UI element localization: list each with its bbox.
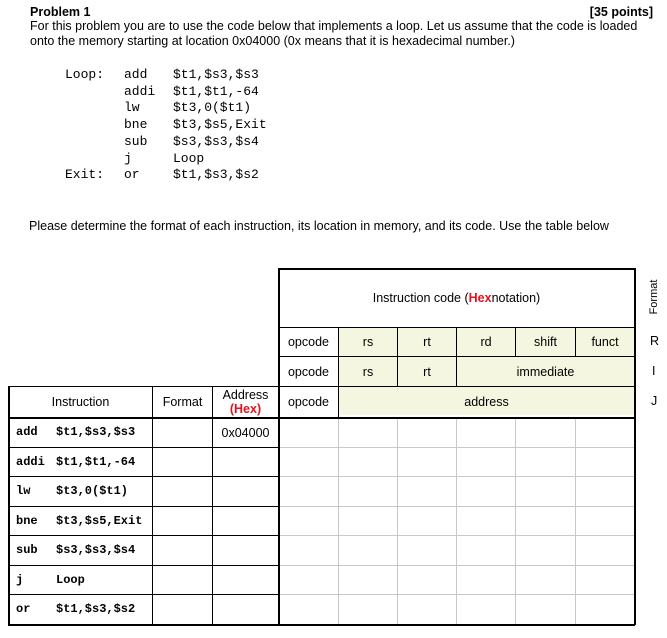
i-field-immediate: immediate <box>516 364 575 379</box>
row-op: lw <box>16 484 31 498</box>
code-op: or <box>124 167 140 183</box>
code-op: addi <box>124 83 156 99</box>
table-row <box>16 543 135 557</box>
row-args: $t3,0($t1) <box>56 484 129 498</box>
code-args: $s3,$s3,$s4 <box>173 133 259 149</box>
row-args: $t1,$s3,$s3 <box>56 425 136 439</box>
code-label: Loop: <box>65 67 105 82</box>
r-field-rt: rt <box>423 335 431 349</box>
code-args: $t1,$t1,-64 <box>173 83 259 99</box>
j-field-opcode: opcode <box>287 395 329 409</box>
row-op: addi <box>16 455 45 469</box>
i-field-opcode: opcode <box>287 364 329 379</box>
row-address: 0x04000 <box>221 425 270 440</box>
code-op: add <box>124 67 148 82</box>
i-field-rs: rs <box>362 364 374 379</box>
code-args: Loop <box>173 150 205 166</box>
header-prefix: Instruction code ( <box>372 291 469 305</box>
code-label: Exit: <box>65 167 105 183</box>
instruction-code-header <box>279 269 634 327</box>
problem-points: [35 points] <box>589 5 653 19</box>
header-hex: Hex <box>468 291 492 305</box>
table-row <box>16 425 135 439</box>
col-address-hex: (Hex) <box>229 402 262 416</box>
table-instructions: Please determine the format of each instruction, its location in memory, and its code. Use the table below <box>29 219 609 233</box>
code-op: sub <box>124 133 148 149</box>
row-args: $s3,$s3,$s4 <box>56 543 136 557</box>
col-address <box>213 387 278 417</box>
table-row <box>16 602 135 616</box>
row-args: Loop <box>56 573 85 587</box>
row-op: add <box>16 425 38 439</box>
code-args: $t3,$s5,Exit <box>173 117 267 133</box>
r-field-funct: funct <box>591 335 619 349</box>
table-row <box>16 455 135 469</box>
col-format: Format <box>162 395 203 409</box>
format-letter-i: I <box>652 364 656 378</box>
col-address-label: Address <box>222 388 269 402</box>
code-args: $t3,0($t1) <box>173 100 252 116</box>
r-field-rd: rd <box>480 335 492 349</box>
code-args: $t1,$s3,$s2 <box>173 167 259 183</box>
problem-title: Problem 1 <box>30 5 91 19</box>
header-suffix: notation) <box>491 291 541 305</box>
i-field-rt: rt <box>423 364 431 379</box>
row-op: or <box>16 602 31 616</box>
r-field-rs: rs <box>362 335 374 349</box>
r-field-shift: shift <box>534 335 557 349</box>
table-row <box>16 514 142 528</box>
row-args: $t1,$t1,-64 <box>56 455 136 469</box>
row-args: $t3,$s5,Exit <box>56 514 143 528</box>
problem-intro: For this problem you are to use the code below that implements a loop. Let us assume that the code is loaded onto the memory starting at location 0x04000 (0x means that it is hexadecimal number.) <box>30 19 638 48</box>
code-op: j <box>124 150 132 166</box>
j-field-address: address <box>464 395 509 409</box>
code-op: bne <box>124 117 148 133</box>
code-args: $t1,$s3,$s3 <box>173 67 259 82</box>
format-letter-r: R <box>650 334 660 348</box>
table-row <box>16 573 85 587</box>
row-args: $t1,$s3,$s2 <box>56 602 136 616</box>
code-op: lw <box>124 100 140 116</box>
format-side-label: Format <box>648 279 660 315</box>
table-row <box>16 484 128 498</box>
format-letter-j: J <box>651 394 658 408</box>
col-instruction: Instruction <box>51 395 110 409</box>
row-op: j <box>16 573 24 587</box>
r-field-opcode: opcode <box>287 335 329 349</box>
row-op: sub <box>16 543 38 557</box>
row-op: bne <box>16 514 38 528</box>
